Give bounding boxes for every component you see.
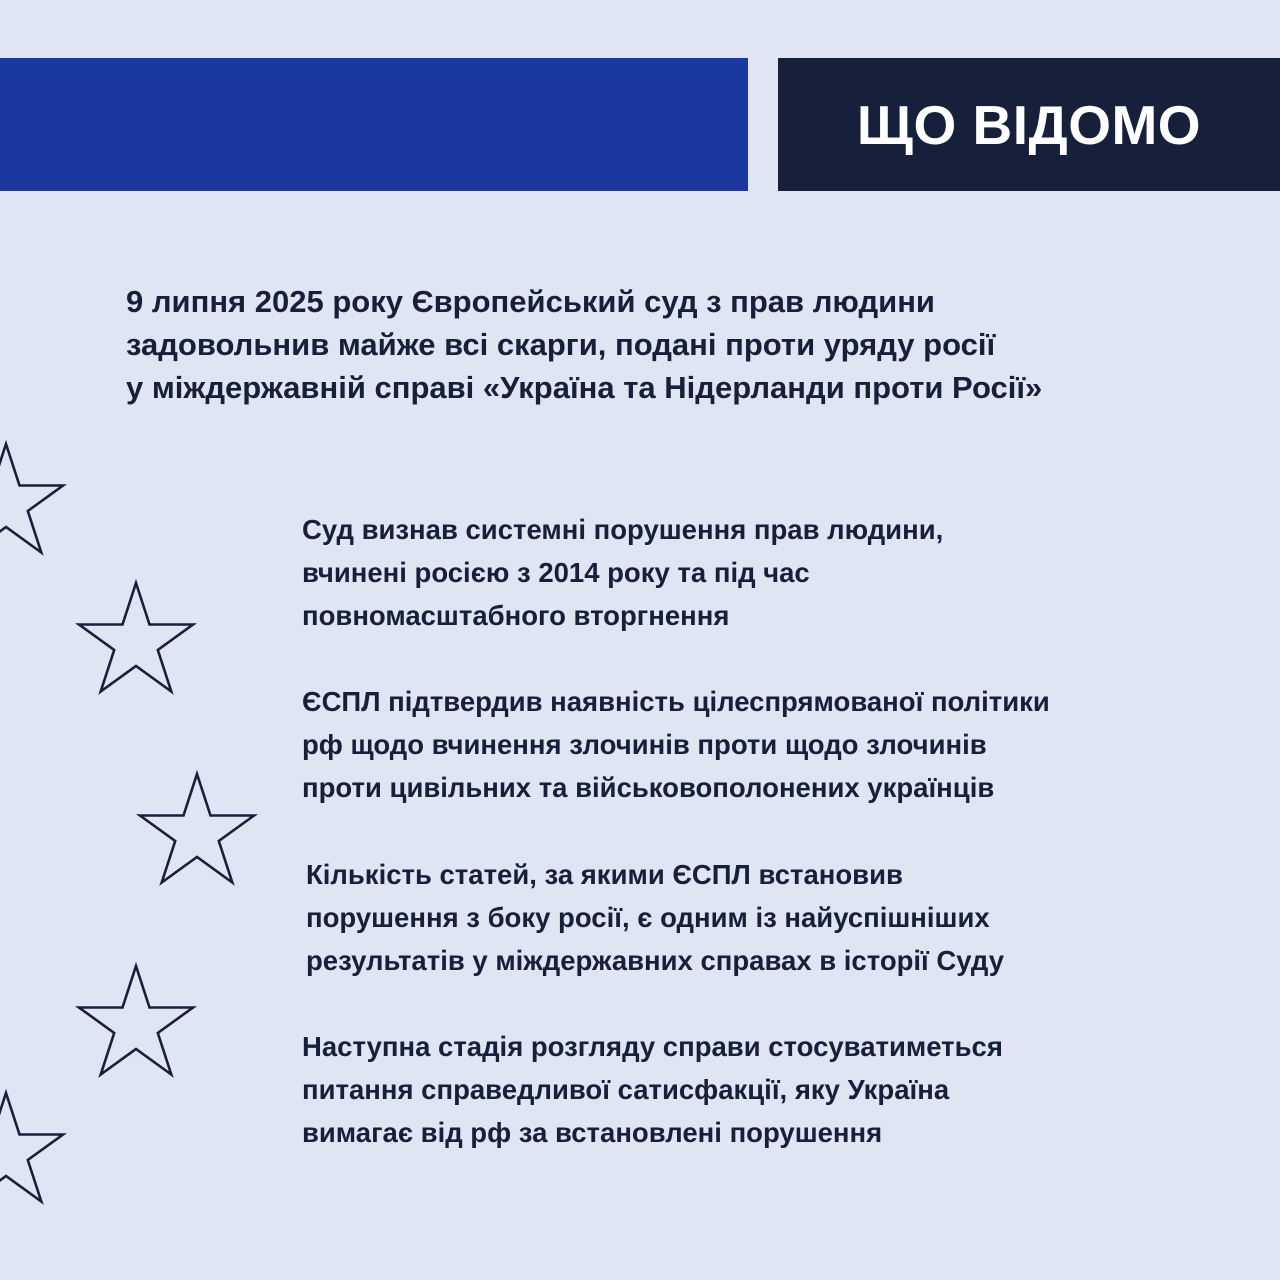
key-point-3 [306,853,1004,982]
star-outline-icon [79,966,193,1075]
header-box [778,58,1280,191]
intro-paragraph [126,280,1236,409]
key-point-line: вимагає від рф за встановлені порушення [302,1117,883,1148]
blue-banner-bar [0,58,748,191]
page-title: ЩО ВІДОМО [856,93,1202,156]
key-point-line: порушення з боку росії, є одним із найуспішніших [306,902,990,933]
intro-line: 9 липня 2025 року Європейський суд з прав людини [126,284,935,319]
key-point-2 [302,680,1050,809]
key-point-4 [302,1025,1003,1154]
star-outline-icon [140,774,254,883]
key-point-line: Суд визнав системні порушення прав людини, [302,514,944,545]
key-point-line: Кількість статей, за якими ЄСПЛ встановив [306,859,903,890]
intro-line: задовольнив майже всі скарги, подані проти уряду росії [126,327,996,362]
intro-line: у міждержавній справі «Україна та Нідерланди проти Росії» [126,370,1043,405]
key-point-line: Наступна стадія розгляду справи стосуватиметься [302,1031,1003,1062]
star-outline-icon [79,583,193,692]
star-outline-icon [0,444,63,553]
key-point-line: результатів у міждержавних справах в історії Суду [306,945,1004,976]
key-point-line: проти цивільних та військовополонених українців [302,772,995,803]
key-point-line: ЄСПЛ підтвердив наявність цілеспрямованої політики [302,686,1050,717]
key-point-line: рф щодо вчинення злочинів проти щодо злочинів [302,729,987,760]
key-point-line: питання справедливої сатисфакції, яку Україна [302,1074,950,1105]
key-point-1 [302,508,943,637]
key-point-line: вчинені росією з 2014 року та під час [302,557,810,588]
star-outline-icon [0,1093,63,1202]
key-point-line: повномасштабного вторгнення [302,600,730,631]
